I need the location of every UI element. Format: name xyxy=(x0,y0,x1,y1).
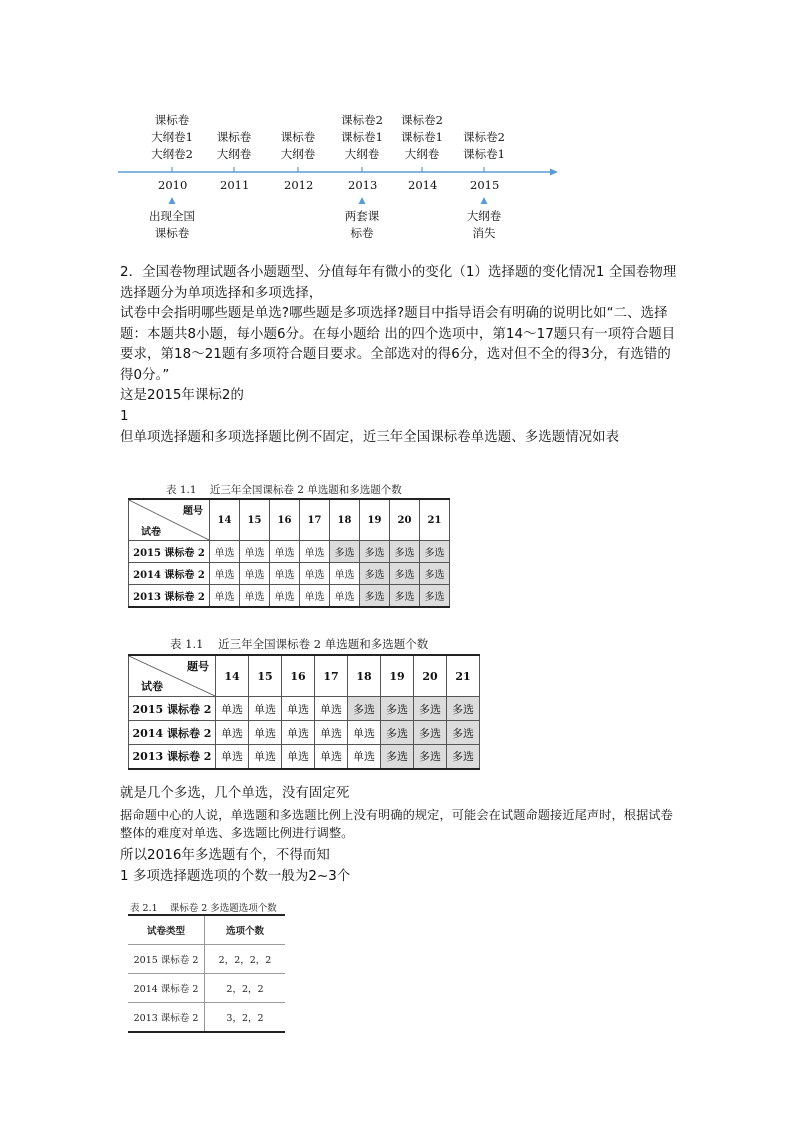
table2-col-header: 20 xyxy=(414,655,447,697)
table1-cell: 单选 xyxy=(240,585,270,607)
table2-cell: 多选 xyxy=(447,745,480,769)
timeline-note-2013: 两套课 标卷 xyxy=(344,209,380,240)
table2-cell: 多选 xyxy=(381,745,414,769)
paragraph-4: 1 xyxy=(120,409,129,424)
table1-cell: 多选 xyxy=(360,541,390,563)
table1-cell: 多选 xyxy=(420,541,450,563)
timeline-note-2015: 大纲卷 消失 xyxy=(466,209,502,240)
table1-cell: 单选 xyxy=(330,585,360,607)
table2-col-header: 17 xyxy=(315,655,348,697)
table1-cell: 多选 xyxy=(330,541,360,563)
table1-cell: 单选 xyxy=(210,563,240,585)
table2-cell: 多选 xyxy=(381,697,414,721)
table1-corner-bottom: 试卷 xyxy=(141,527,161,538)
timeline-diagram xyxy=(118,110,568,250)
table1-row xyxy=(129,541,450,563)
table2-row xyxy=(129,745,480,769)
table1-col-header: 14 xyxy=(210,499,240,541)
table1-cell: 多选 xyxy=(360,585,390,607)
table2 xyxy=(128,654,480,770)
table1-col-header: 21 xyxy=(420,499,450,541)
paragraph-3: 这是2015年课标2的 xyxy=(120,388,245,403)
timeline-year-2010: 2010 xyxy=(158,178,188,192)
table1-row xyxy=(129,585,450,607)
table2-corner-top: 题号 xyxy=(187,660,209,673)
table1-cell: 单选 xyxy=(210,541,240,563)
table3-caption: 表 2.1 课标卷 2 多选题选项个数 xyxy=(130,903,277,914)
table2-cell: 单选 xyxy=(249,721,282,745)
table2-cell: 多选 xyxy=(414,745,447,769)
paragraph-9: 1 多项选择题选项的个数一般为2~3个 xyxy=(120,869,351,884)
table2-cell: 多选 xyxy=(414,697,447,721)
table3-row-label: 2014 课标卷 2 xyxy=(128,974,205,1003)
table1-row-label: 2015 课标卷 2 xyxy=(129,541,210,563)
paragraph-7: 据命题中心的人说，单选题和多选题比例上没有明确的规定，可能会在试题命题接近尾声时，根据试卷整体的难度对单选、多选题比例进行调整。 xyxy=(120,808,673,840)
table3 xyxy=(128,914,285,1033)
timeline-labels-2013: 课标卷2 课标卷1 大纲卷 xyxy=(341,113,383,161)
table1-cell: 多选 xyxy=(420,585,450,607)
timeline-year-2012: 2012 xyxy=(284,178,314,192)
timeline-note-2010: 出现全国 课标卷 xyxy=(149,209,195,240)
table1-cell: 单选 xyxy=(270,585,300,607)
table2-cell: 单选 xyxy=(282,721,315,745)
table2-col-header: 15 xyxy=(249,655,282,697)
timeline-year-2011: 2011 xyxy=(220,178,250,192)
table2-cell: 单选 xyxy=(315,721,348,745)
table3-row-value: 2，2，2 xyxy=(205,974,286,1003)
table3-header: 选项个数 xyxy=(205,915,286,945)
marker-arrow-2010 xyxy=(169,197,176,204)
table1-cell: 多选 xyxy=(420,563,450,585)
table1-cell: 多选 xyxy=(360,563,390,585)
table3-row xyxy=(128,974,285,1003)
table1-row-label: 2013 课标卷 2 xyxy=(129,585,210,607)
table1-cell: 多选 xyxy=(390,585,420,607)
table2-cell: 多选 xyxy=(348,697,381,721)
table1-cell: 单选 xyxy=(270,563,300,585)
timeline-labels-2011: 课标卷 大纲卷 xyxy=(216,130,252,161)
table3-row xyxy=(128,945,285,974)
table1-col-header: 20 xyxy=(390,499,420,541)
paragraph-2: 试卷中会指明哪些题是单选?哪些题是多项选择?题目中指导语会有明确的说明比如“二、选择题：本题共8小题，每小题6分。在每小题给 出的四个选项中，第14～17题只有一项符合题目要求，第18～21题有多项符合题目要求。全部选对的得6分，选对但不全的得3分，有选错的得0分。” xyxy=(120,306,676,383)
marker-arrow-2015 xyxy=(481,197,488,204)
timeline-year-2015: 2015 xyxy=(470,178,500,192)
table1-row xyxy=(129,563,450,585)
table2-cell: 单选 xyxy=(282,697,315,721)
timeline-labels-2015: 课标卷2 课标卷1 xyxy=(463,130,505,161)
paragraph-6: 就是几个多选，几个单选，没有固定死 xyxy=(120,786,350,801)
table2-cell: 单选 xyxy=(315,697,348,721)
timeline-year-2014: 2014 xyxy=(408,178,438,192)
table1-cell: 多选 xyxy=(390,563,420,585)
table2-caption: 表 1.1 近三年全国课标卷 2 单选题和多选题个数 xyxy=(170,637,429,651)
table2-cell: 多选 xyxy=(447,697,480,721)
table1-col-header: 19 xyxy=(360,499,390,541)
table2-cell: 多选 xyxy=(414,721,447,745)
table1-col-header: 17 xyxy=(300,499,330,541)
table1-corner-cell xyxy=(129,499,210,541)
timeline-labels-2012: 课标卷 大纲卷 xyxy=(280,130,316,161)
table2-col-header: 19 xyxy=(381,655,414,697)
table1-col-header: 16 xyxy=(270,499,300,541)
table2-corner-cell xyxy=(129,655,216,697)
table1 xyxy=(128,498,450,608)
table3-row-label: 2015 课标卷 2 xyxy=(128,945,205,974)
table2-row xyxy=(129,721,480,745)
timeline-arrowhead xyxy=(550,169,558,176)
table2-cell: 多选 xyxy=(447,721,480,745)
table2-cell: 单选 xyxy=(249,697,282,721)
table2-row-label: 2013 课标卷 2 xyxy=(129,745,216,769)
table1-cell: 单选 xyxy=(210,585,240,607)
table1-cell: 单选 xyxy=(300,563,330,585)
table3-row-value: 2，2，2，2 xyxy=(205,945,286,974)
table1-corner-top: 题号 xyxy=(183,506,203,517)
table2-cell: 单选 xyxy=(216,721,249,745)
marker-arrow-2013 xyxy=(359,197,366,204)
table2-cell: 单选 xyxy=(216,745,249,769)
table2-row xyxy=(129,697,480,721)
table2-cell: 单选 xyxy=(348,745,381,769)
paragraph-8: 所以2016年多选题有个，不得而知 xyxy=(120,848,330,863)
table2-cell: 单选 xyxy=(282,745,315,769)
table3-row xyxy=(128,1003,285,1033)
table2-row-label: 2015 课标卷 2 xyxy=(129,697,216,721)
table1-cell: 单选 xyxy=(300,541,330,563)
paragraph-1: 2．全国卷物理试题各小题题型、分值每年有微小的变化（1）选择题的变化情况1 全国卷物理选择题分为单项选择和多项选择， xyxy=(120,265,677,301)
timeline-labels-2010: 课标卷 大纲卷1 大纲卷2 xyxy=(151,113,193,161)
timeline-year-2013: 2013 xyxy=(348,178,378,192)
table1-cell: 单选 xyxy=(270,541,300,563)
table1-col-header: 18 xyxy=(330,499,360,541)
table1-cell: 单选 xyxy=(240,541,270,563)
timeline-labels-2014: 课标卷2 课标卷1 大纲卷 xyxy=(401,113,443,161)
table2-cell: 单选 xyxy=(216,697,249,721)
table2-cell: 单选 xyxy=(348,721,381,745)
table2-cell: 单选 xyxy=(249,745,282,769)
table2-cell: 多选 xyxy=(381,721,414,745)
table3-row-value: 3，2，2 xyxy=(205,1003,286,1033)
table2-col-header: 16 xyxy=(282,655,315,697)
table1-col-header: 15 xyxy=(240,499,270,541)
table3-header: 试卷类型 xyxy=(128,915,205,945)
table1-cell: 单选 xyxy=(300,585,330,607)
table1-cell: 多选 xyxy=(390,541,420,563)
table2-col-header: 14 xyxy=(216,655,249,697)
table2-row-label: 2014 课标卷 2 xyxy=(129,721,216,745)
table1-cell: 单选 xyxy=(330,563,360,585)
table1-cell: 单选 xyxy=(240,563,270,585)
table1-row-label: 2014 课标卷 2 xyxy=(129,563,210,585)
table2-corner-bottom: 试卷 xyxy=(141,680,163,693)
paragraph-5: 但单项选择题和多项选择题比例不固定，近三年全国课标卷单选题、多选题情况如表 xyxy=(120,430,620,445)
table2-col-header: 21 xyxy=(447,655,480,697)
table2-col-header: 18 xyxy=(348,655,381,697)
table2-cell: 单选 xyxy=(315,745,348,769)
table1-caption: 表 1.1 近三年全国课标卷 2 单选题和多选题个数 xyxy=(166,484,402,496)
table3-row-label: 2013 课标卷 2 xyxy=(128,1003,205,1033)
